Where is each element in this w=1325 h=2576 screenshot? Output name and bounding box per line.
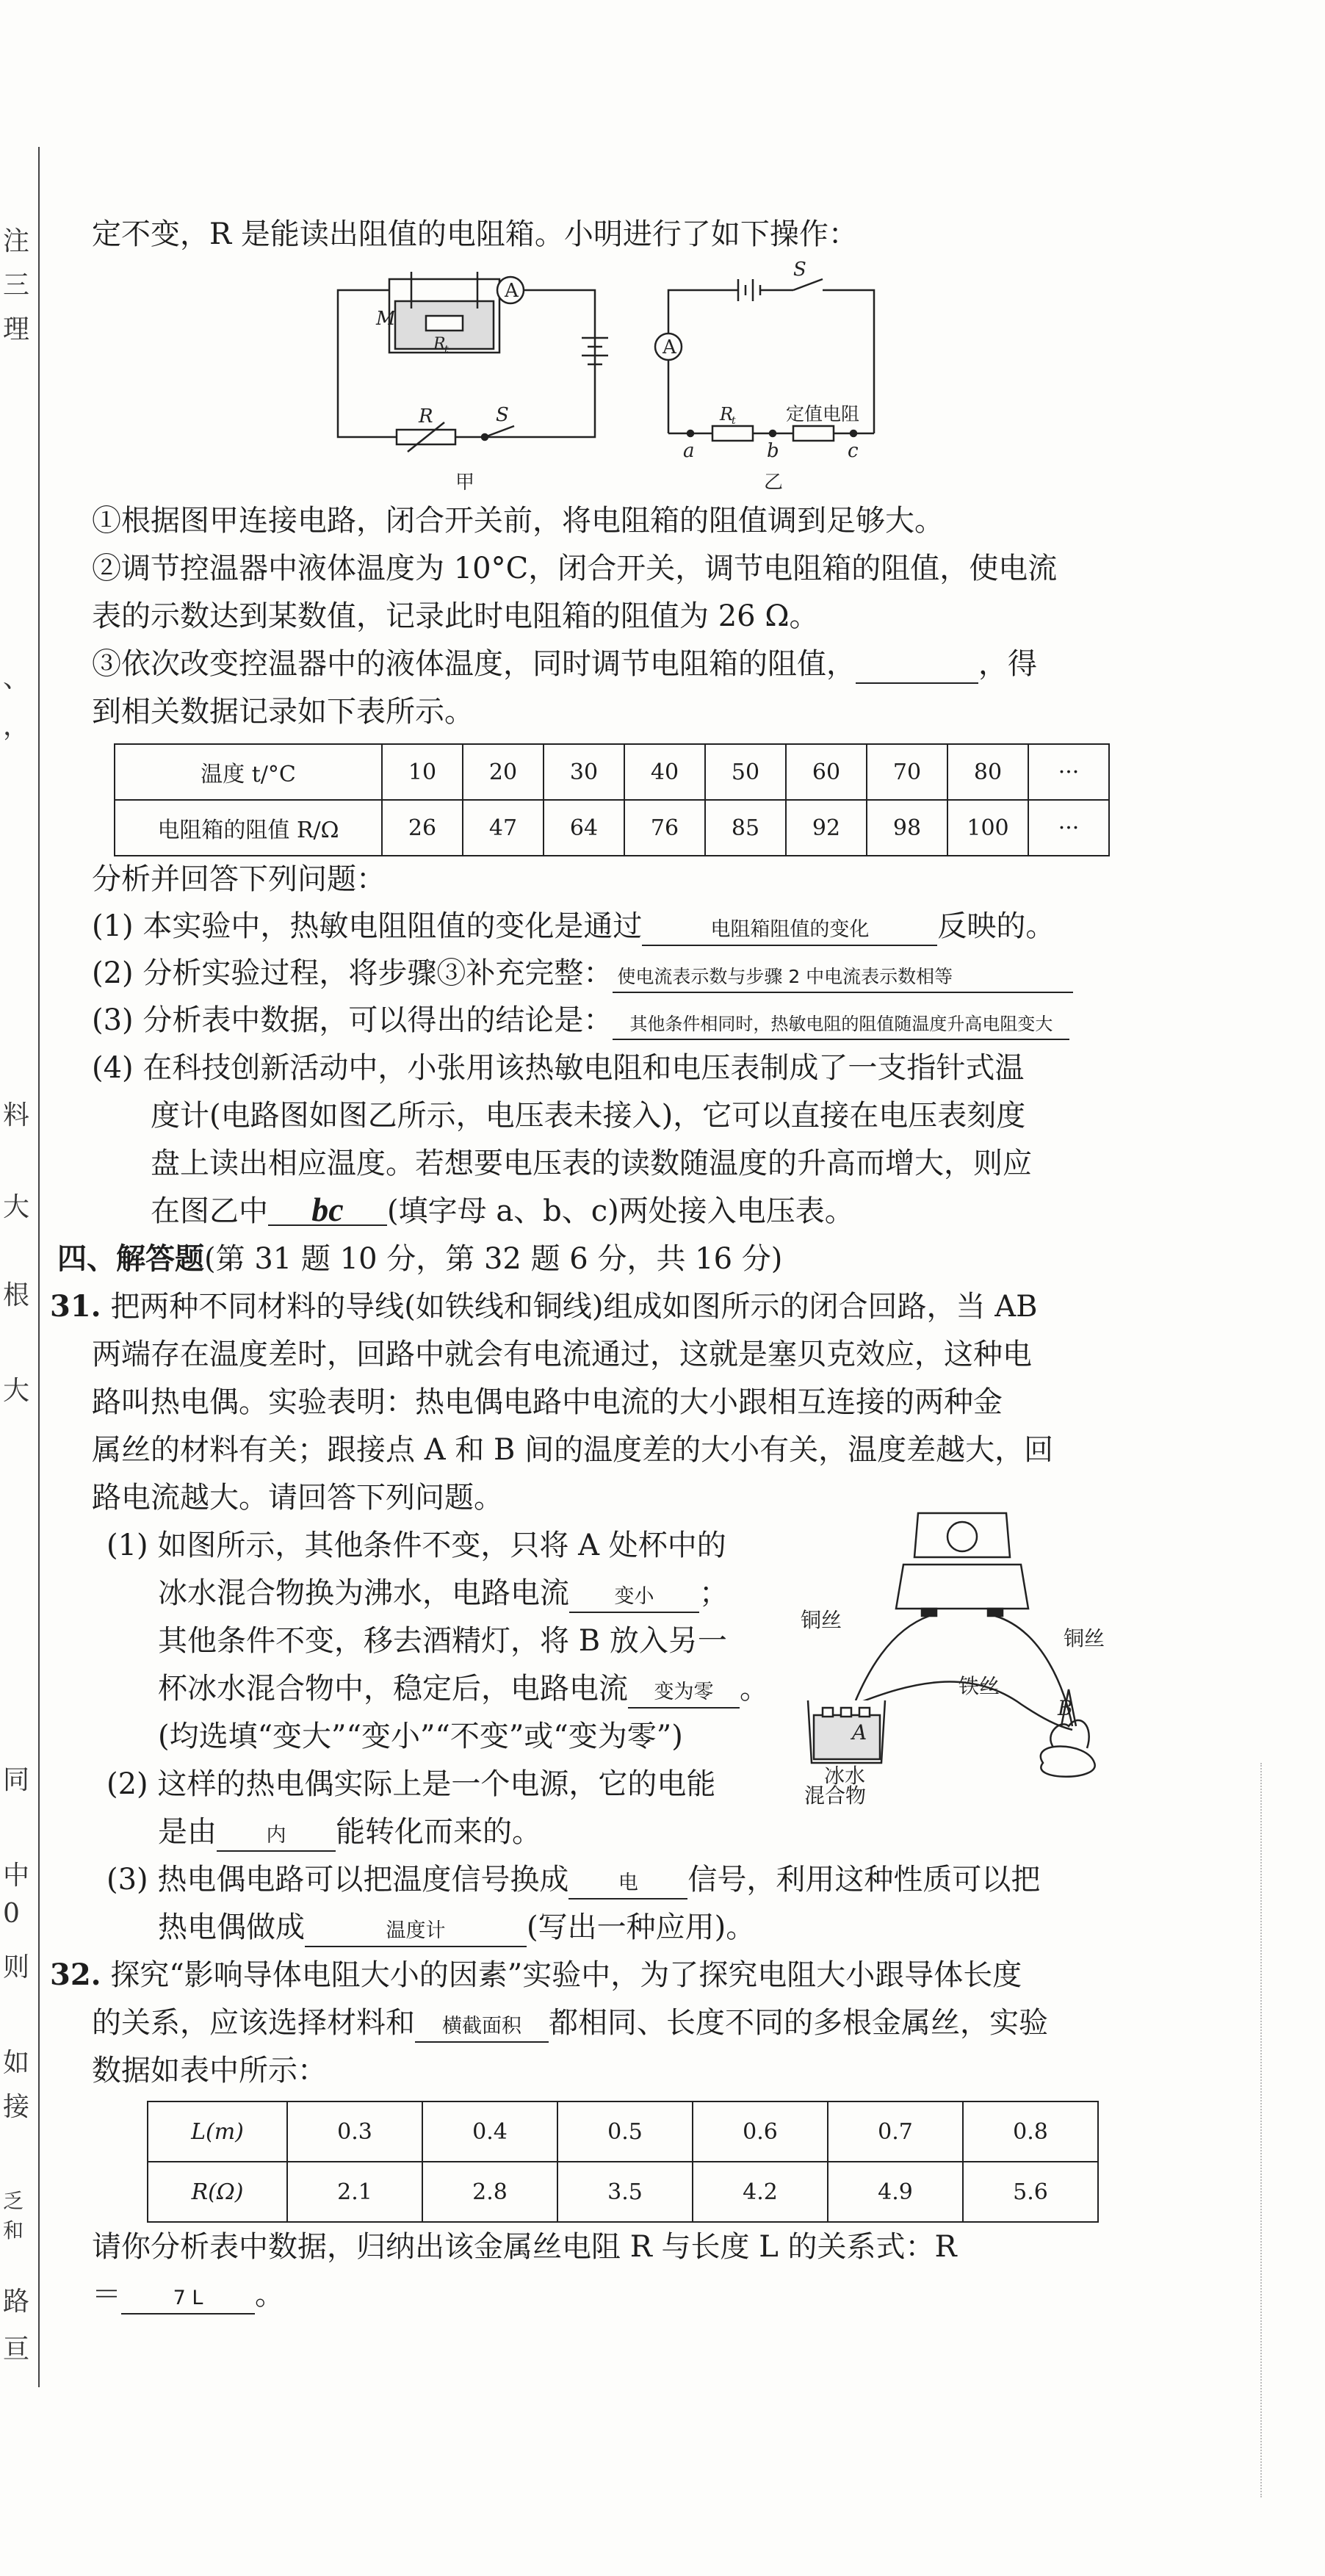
q31-line2: 两端存在温度差时，回路中就会有电流通过，这就是塞贝克效应，这种电	[92, 1338, 1032, 1371]
question-4-line2: 度计(电路图如图乙所示，电压表未接入)，它可以直接在电压表刻度	[151, 1099, 1026, 1133]
table-cell: 2.8	[422, 2162, 557, 2222]
table-cell: 98	[867, 800, 947, 856]
answer-blank: 变小	[569, 1582, 699, 1613]
table-cell: 3.5	[557, 2162, 693, 2222]
table-cell: 0.7	[828, 2101, 963, 2162]
q32-equals: ＝	[92, 2278, 121, 2312]
margin-char: 则	[3, 1952, 30, 1982]
margin-char: 乏和	[3, 2189, 24, 2243]
table-row-header: 电阻箱的阻值 R/Ω	[115, 800, 382, 856]
q31-line4: 属丝的材料有关；跟接点 A 和 B 间的温度差的大小有关，温度差越大，回	[92, 1433, 1054, 1467]
q31-part2-text: 是由	[158, 1815, 217, 1849]
answer-blank: 变为零	[628, 1678, 740, 1709]
margin-char: 中	[3, 1861, 30, 1891]
margin-char: 大	[3, 1192, 30, 1222]
table-cell: 26	[382, 800, 463, 856]
label-fixed-resistor: 定值电阻	[786, 403, 860, 425]
table-cell: 50	[705, 744, 786, 800]
table-row-header: 温度 t/°C	[115, 744, 382, 800]
section-title: 四、解答题	[57, 1241, 204, 1276]
margin-char: 理	[3, 314, 30, 344]
q32-line1	[50, 1954, 1064, 1996]
table-cell: 92	[786, 800, 867, 856]
questions-lead: 分析并回答下列问题：	[92, 862, 386, 896]
margin-char: 亘	[3, 2334, 30, 2364]
step-2-line1: ②调节控温器中液体温度为 10°C，闭合开关，调节电阻箱的阻值，使电流	[92, 552, 1058, 585]
margin-char: 路	[3, 2287, 30, 2317]
q31-part3-text2: 热电偶做成	[158, 1911, 305, 1944]
label-yi-S: S	[793, 259, 806, 281]
question-2-text: (2) 分析实验过程，将步骤③补充完整：	[92, 956, 613, 990]
table-row-header: L(m)	[148, 2101, 287, 2162]
label-S: S	[496, 404, 509, 426]
label-junction-B: B	[1058, 1696, 1073, 1720]
step-3-line1	[92, 643, 1105, 685]
table-cell: 85	[705, 800, 786, 856]
table-cell: 0.3	[287, 2101, 422, 2162]
table-cell: 0.6	[693, 2101, 828, 2162]
thermocouple-figure	[779, 1506, 1109, 1785]
table-cell: ···	[1028, 800, 1109, 856]
step-3-line2: 到相关数据记录如下表所示。	[92, 695, 474, 729]
table-cell: 64	[544, 800, 624, 856]
table-cell: 60	[786, 744, 867, 800]
table-cell: 20	[463, 744, 544, 800]
q31-part1-tail2: 。	[740, 1672, 769, 1706]
table-row	[115, 744, 1109, 800]
q31-part2-tail: 能转化而来的。	[336, 1815, 541, 1849]
question-4-line4	[151, 1190, 1164, 1233]
question-4-line3: 盘上读出相应温度。若想要电压表的读数随温度的升高而增大，则应	[151, 1147, 1032, 1180]
scan-edge	[1260, 1763, 1265, 2497]
caption-yi: 乙	[764, 472, 784, 494]
q31-part1-text2: 杯冰水混合物中，稳定后，电路电流	[158, 1672, 628, 1706]
q32-line3: 数据如表中所示：	[92, 2054, 327, 2088]
table-row	[115, 800, 1109, 856]
answer-blank: 7 L	[121, 2284, 255, 2315]
margin-char: 0	[3, 1899, 20, 1929]
table-cell: ···	[1028, 744, 1109, 800]
caption-jia: 甲	[455, 472, 475, 494]
q31-line1	[50, 1285, 1064, 1328]
question-3	[92, 999, 1105, 1042]
temperature-resistance-table	[114, 743, 1110, 856]
label-copper-left: 铜丝	[801, 1608, 842, 1632]
answer-blank: bc	[268, 1195, 387, 1226]
margin-char: 、	[3, 663, 30, 693]
answer-blank-empty	[856, 653, 978, 684]
table-cell: 100	[947, 800, 1028, 856]
q32-text: 探究“影响导体电阻大小的因素”实验中，为了探究电阻大小跟导体长度	[110, 1958, 1022, 1992]
table-cell: 0.4	[422, 2101, 557, 2162]
margin-char: 三	[3, 270, 30, 300]
answer-blank: 温度计	[305, 1916, 527, 1947]
margin-char: 料	[3, 1100, 30, 1130]
table-cell: 0.8	[963, 2101, 1098, 2162]
binding-line	[38, 147, 40, 2387]
question-3-text: (3) 分析表中数据，可以得出的结论是：	[92, 1003, 613, 1037]
answer-blank: 内	[217, 1821, 336, 1852]
label-A: A	[505, 280, 519, 302]
label-junction-A: A	[852, 1720, 867, 1745]
q31-part1-line1: (1) 如图所示，其他条件不变，只将 A 处杯中的	[106, 1529, 726, 1562]
table-cell: 2.1	[287, 2162, 422, 2222]
margin-char: 注	[3, 226, 30, 256]
table-cell: 4.9	[828, 2162, 963, 2222]
table-cell: 5.6	[963, 2162, 1098, 2222]
table-cell: 0.5	[557, 2101, 693, 2162]
q31-line5: 路电流越大。请回答下列问题。	[92, 1481, 503, 1515]
intro-line: 定不变，R 是能读出阻值的电阻箱。小明进行了如下操作：	[92, 217, 858, 251]
label-R: R	[419, 405, 433, 427]
margin-char: ，	[3, 711, 30, 741]
label-ice-water-2: 混合物	[804, 1783, 867, 1808]
q31-part1-line3: 其他条件不变，移去酒精灯，将 B 放入另一	[158, 1624, 727, 1658]
answer-blank: 使电流表示数与步骤 2 中电流表示数相等	[613, 962, 1073, 993]
step-1: ①根据图甲连接电路，闭合开关前，将电阻箱的阻值调到足够大。	[92, 504, 944, 538]
q31-part2-line1: (2) 这样的热电偶实际上是一个电源，它的电能	[106, 1767, 716, 1801]
table-cell: 10	[382, 744, 463, 800]
q32-period: 。	[255, 2278, 284, 2312]
q32-line2	[92, 2002, 1105, 2044]
q31-part1-text: 冰水混合物换为沸水，电路电流	[158, 1576, 569, 1610]
table-cell: 40	[624, 744, 705, 800]
table-cell: 47	[463, 800, 544, 856]
q32-line5	[92, 2273, 1105, 2316]
circuit-jia	[338, 272, 608, 452]
label-b: b	[767, 440, 779, 462]
section-heading	[57, 1238, 1071, 1280]
table-row	[148, 2101, 1098, 2162]
circuit-diagrams	[316, 257, 903, 499]
question-2	[92, 952, 1105, 995]
q31-part3-line1	[106, 1858, 1120, 1901]
table-cell: 76	[624, 800, 705, 856]
q31-part3-tail: 信号，利用这种性质可以把	[687, 1863, 1041, 1897]
label-yi-A: A	[662, 336, 676, 358]
length-resistance-table	[147, 2101, 1099, 2223]
q32-text3: 都相同、长度不同的多根金属丝，实验	[549, 2006, 1048, 2040]
table-cell: 80	[947, 744, 1028, 800]
label-c: c	[848, 440, 859, 462]
label-ice-water-1: 冰水	[824, 1764, 866, 1785]
question-4-tail: (填字母 a、b、c)两处接入电压表。	[387, 1194, 854, 1228]
table-row	[148, 2162, 1098, 2222]
q31-part1-tail: ；	[699, 1576, 729, 1610]
q31-part1-line5: (均选填“变大”“变小”“不变”或“变为零”)	[158, 1720, 683, 1753]
q31-part3-line2	[158, 1906, 1171, 1949]
label-Rt: R	[433, 335, 446, 353]
answer-blank: 电阻箱阻值的变化	[642, 915, 937, 946]
question-1	[92, 905, 1105, 948]
table-row-header: R(Ω)	[148, 2162, 287, 2222]
margin-char: 同	[3, 1765, 30, 1795]
table-cell: 70	[867, 744, 947, 800]
section-note: (第 31 题 10 分，第 32 题 6 分，共 16 分)	[204, 1242, 783, 1276]
answer-blank: 横截面积	[415, 2012, 549, 2043]
label-iron: 铁丝	[958, 1674, 1000, 1698]
label-yi-Rt-sub: t	[732, 415, 736, 427]
q31-part3-text: (3) 热电偶电路可以把温度信号换成	[106, 1863, 569, 1897]
q32-text2: 的关系，应该选择材料和	[92, 2006, 415, 2040]
margin-char: 根	[3, 1280, 30, 1310]
step-3-tail: ，得	[978, 647, 1037, 681]
q31-text: 把两种不同材料的导线(如铁线和铜线)组成如图所示的闭合回路，当 AB	[110, 1290, 1038, 1324]
label-yi-Rt: R	[720, 404, 734, 425]
label-a: a	[683, 440, 695, 462]
q32-number: 32.	[50, 1958, 101, 1992]
q32-line4: 请你分析表中数据，归纳出该金属丝电阻 R 与长度 L 的关系式：R	[92, 2230, 957, 2264]
step-2-line2: 表的示数达到某数值，记录此时电阻箱的阻值为 26 Ω。	[92, 599, 819, 633]
table-cell: 30	[544, 744, 624, 800]
q31-number: 31.	[50, 1289, 101, 1324]
question-1-tail: 反映的。	[937, 909, 1055, 943]
question-1-text: (1) 本实验中，热敏电阻阻值的变化是通过	[92, 909, 643, 943]
q31-line3: 路叫热电偶。实验表明：热电偶电路中电流的大小跟相互连接的两种金	[92, 1385, 1003, 1419]
margin-char: 大	[3, 1376, 30, 1406]
label-M: M	[376, 308, 396, 330]
q31-part3-tail2: (写出一种应用)。	[527, 1911, 756, 1944]
margin-char: 接	[3, 2092, 30, 2122]
left-margin-fragments	[0, 0, 35, 2576]
label-copper-right: 铜丝	[1064, 1626, 1105, 1650]
answer-blank: 其他条件相同时，热敏电阻的阻值随温度升高电阻变大	[613, 1009, 1069, 1040]
label-Rt-sub: t	[444, 344, 449, 356]
question-4-text: 在图乙中	[151, 1194, 268, 1228]
question-4-line1: (4) 在科技创新活动中，小张用该热敏电阻和电压表制成了一支指针式温	[92, 1051, 1025, 1085]
step-3-text: ③依次改变控温器中的液体温度，同时调节电阻箱的阻值，	[92, 647, 856, 681]
table-cell: 4.2	[693, 2162, 828, 2222]
answer-blank: 电	[568, 1869, 687, 1899]
margin-char: 如	[3, 2048, 30, 2078]
